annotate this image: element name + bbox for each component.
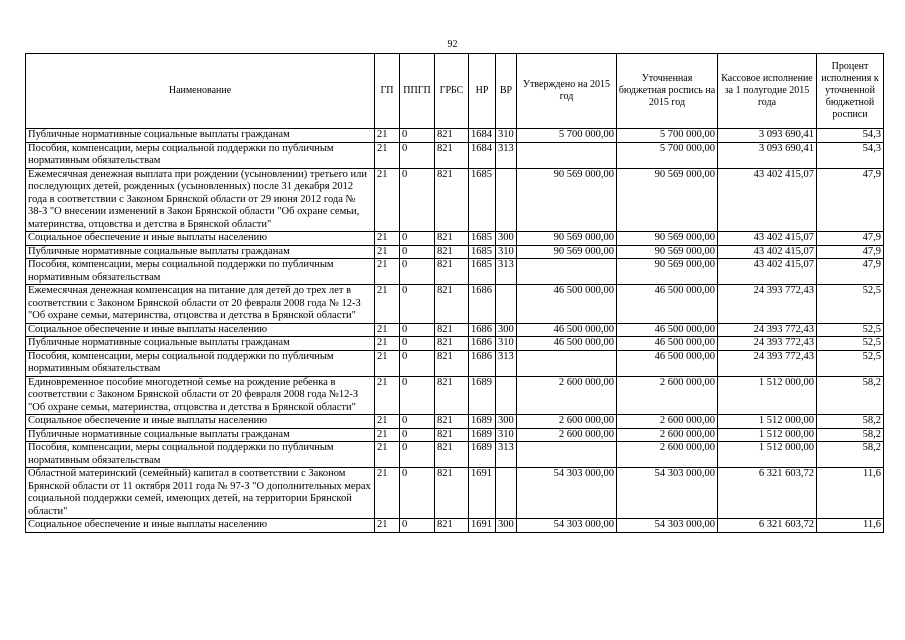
- row-vr: 313: [496, 350, 517, 376]
- header-approved: Утверждено на 2015 год: [517, 54, 617, 129]
- row-nr: 1685: [469, 245, 496, 259]
- row-grbs: 821: [435, 350, 469, 376]
- row-executed: 24 393 772,43: [718, 350, 817, 376]
- row-nr: 1684: [469, 142, 496, 168]
- row-ppgp: 0: [400, 376, 435, 415]
- row-vr: [496, 168, 517, 232]
- row-revised: 46 500 000,00: [617, 337, 718, 351]
- row-percent: 52,5: [817, 285, 884, 324]
- row-ppgp: 0: [400, 259, 435, 285]
- row-approved: 54 303 000,00: [517, 468, 617, 519]
- table-row: [26, 142, 884, 168]
- row-approved: 46 500 000,00: [517, 285, 617, 324]
- header-gp: ГП: [375, 54, 400, 129]
- row-gp: 21: [375, 337, 400, 351]
- row-ppgp: 0: [400, 232, 435, 246]
- row-approved: 90 569 000,00: [517, 245, 617, 259]
- row-revised: 90 569 000,00: [617, 168, 718, 232]
- row-grbs: 821: [435, 142, 469, 168]
- row-gp: 21: [375, 259, 400, 285]
- row-ppgp: 0: [400, 442, 435, 468]
- row-executed: 3 093 690,41: [718, 129, 817, 143]
- row-percent: 52,5: [817, 350, 884, 376]
- row-gp: 21: [375, 415, 400, 429]
- row-executed: 43 402 415,07: [718, 168, 817, 232]
- row-nr: 1685: [469, 259, 496, 285]
- row-nr: 1685: [469, 168, 496, 232]
- row-ppgp: 0: [400, 415, 435, 429]
- row-name: Единовременное пособие многодетной семье на рождение ребенка в соответствии с Законом Брянской области от 20 февраля 2008 года №12-З "Об охране семьи, материнства, отцовства и детства в Брянской области": [26, 376, 375, 415]
- row-revised: 2 600 000,00: [617, 376, 718, 415]
- row-vr: 313: [496, 142, 517, 168]
- row-executed: 43 402 415,07: [718, 232, 817, 246]
- row-ppgp: 0: [400, 350, 435, 376]
- header-ppgp: ППГП: [400, 54, 435, 129]
- table-row: [26, 129, 884, 143]
- row-nr: 1685: [469, 232, 496, 246]
- row-nr: 1686: [469, 337, 496, 351]
- header-name: Наименование: [26, 54, 375, 129]
- row-executed: 3 093 690,41: [718, 142, 817, 168]
- row-grbs: 821: [435, 337, 469, 351]
- row-revised: 2 600 000,00: [617, 428, 718, 442]
- row-ppgp: 0: [400, 428, 435, 442]
- row-vr: 310: [496, 245, 517, 259]
- header-percent: Процент исполнения к уточненной бюджетной росписи: [817, 54, 884, 129]
- row-percent: 11,6: [817, 468, 884, 519]
- row-percent: 47,9: [817, 232, 884, 246]
- header-grbs: ГРБС: [435, 54, 469, 129]
- row-vr: [496, 285, 517, 324]
- row-percent: 58,2: [817, 442, 884, 468]
- row-grbs: 821: [435, 323, 469, 337]
- row-name: Социальное обеспечение и иные выплаты населению: [26, 519, 375, 533]
- row-grbs: 821: [435, 442, 469, 468]
- row-grbs: 821: [435, 168, 469, 232]
- row-approved: [517, 259, 617, 285]
- row-executed: 1 512 000,00: [718, 415, 817, 429]
- row-nr: 1684: [469, 129, 496, 143]
- table-row: [26, 285, 884, 324]
- table-row: [26, 468, 884, 519]
- row-approved: 2 600 000,00: [517, 376, 617, 415]
- row-name: Публичные нормативные социальные выплаты гражданам: [26, 337, 375, 351]
- table-row: [26, 323, 884, 337]
- row-name: Пособия, компенсации, меры социальной поддержки по публичным нормативным обязательствам: [26, 259, 375, 285]
- row-ppgp: 0: [400, 519, 435, 533]
- row-gp: 21: [375, 245, 400, 259]
- row-ppgp: 0: [400, 245, 435, 259]
- row-gp: 21: [375, 323, 400, 337]
- row-name: Социальное обеспечение и иные выплаты населению: [26, 232, 375, 246]
- row-vr: [496, 376, 517, 415]
- page-number: 92: [447, 39, 458, 50]
- row-percent: 58,2: [817, 376, 884, 415]
- row-vr: 313: [496, 259, 517, 285]
- table-row: [26, 376, 884, 415]
- row-revised: 2 600 000,00: [617, 442, 718, 468]
- row-executed: 6 321 603,72: [718, 468, 817, 519]
- row-name: Публичные нормативные социальные выплаты гражданам: [26, 129, 375, 143]
- table-row: [26, 259, 884, 285]
- row-approved: 90 569 000,00: [517, 168, 617, 232]
- row-gp: 21: [375, 129, 400, 143]
- row-executed: 24 393 772,43: [718, 323, 817, 337]
- row-nr: 1691: [469, 468, 496, 519]
- row-gp: 21: [375, 232, 400, 246]
- row-vr: 300: [496, 323, 517, 337]
- row-name: Пособия, компенсации, меры социальной поддержки по публичным нормативным обязательствам: [26, 142, 375, 168]
- row-percent: 52,5: [817, 323, 884, 337]
- row-approved: 54 303 000,00: [517, 519, 617, 533]
- row-revised: 5 700 000,00: [617, 129, 718, 143]
- row-nr: 1686: [469, 350, 496, 376]
- row-percent: 52,5: [817, 337, 884, 351]
- table-row: [26, 337, 884, 351]
- row-nr: 1686: [469, 323, 496, 337]
- row-revised: 90 569 000,00: [617, 259, 718, 285]
- row-ppgp: 0: [400, 285, 435, 324]
- row-grbs: 821: [435, 232, 469, 246]
- row-approved: [517, 350, 617, 376]
- row-nr: 1691: [469, 519, 496, 533]
- header-revised: Уточненная бюджетная роспись на 2015 год: [617, 54, 718, 129]
- row-percent: 47,9: [817, 245, 884, 259]
- row-approved: 5 700 000,00: [517, 129, 617, 143]
- row-revised: 46 500 000,00: [617, 350, 718, 376]
- row-ppgp: 0: [400, 129, 435, 143]
- row-executed: 43 402 415,07: [718, 245, 817, 259]
- row-vr: 310: [496, 428, 517, 442]
- row-executed: 24 393 772,43: [718, 337, 817, 351]
- row-gp: 21: [375, 468, 400, 519]
- row-grbs: 821: [435, 285, 469, 324]
- row-executed: 1 512 000,00: [718, 442, 817, 468]
- row-gp: 21: [375, 350, 400, 376]
- row-name: Пособия, компенсации, меры социальной поддержки по публичным нормативным обязательствам: [26, 350, 375, 376]
- row-percent: 54,3: [817, 129, 884, 143]
- row-vr: 300: [496, 519, 517, 533]
- row-executed: 43 402 415,07: [718, 259, 817, 285]
- row-revised: 5 700 000,00: [617, 142, 718, 168]
- row-executed: 6 321 603,72: [718, 519, 817, 533]
- row-vr: 310: [496, 337, 517, 351]
- row-approved: 90 569 000,00: [517, 232, 617, 246]
- row-gp: 21: [375, 285, 400, 324]
- table-row: [26, 350, 884, 376]
- header-executed: Кассовое исполнение за 1 полугодие 2015 года: [718, 54, 817, 129]
- header-vr: ВР: [496, 54, 517, 129]
- row-nr: 1689: [469, 415, 496, 429]
- row-revised: 90 569 000,00: [617, 245, 718, 259]
- row-grbs: 821: [435, 415, 469, 429]
- row-vr: 300: [496, 415, 517, 429]
- row-name: Социальное обеспечение и иные выплаты населению: [26, 415, 375, 429]
- row-gp: 21: [375, 142, 400, 168]
- row-percent: 47,9: [817, 168, 884, 232]
- row-gp: 21: [375, 376, 400, 415]
- row-revised: 2 600 000,00: [617, 415, 718, 429]
- row-ppgp: 0: [400, 337, 435, 351]
- row-revised: 54 303 000,00: [617, 468, 718, 519]
- table-row: [26, 232, 884, 246]
- table-row: [26, 415, 884, 429]
- row-approved: 2 600 000,00: [517, 428, 617, 442]
- row-name: Областной материнский (семейный) капитал в соответствии с Законом Брянской области от 11 октября 2011 года № 97-З "О дополнительных мерах социальной поддержки семей, имеющих детей, на территории Брянской области": [26, 468, 375, 519]
- row-gp: 21: [375, 168, 400, 232]
- row-approved: [517, 142, 617, 168]
- row-executed: 1 512 000,00: [718, 428, 817, 442]
- row-approved: [517, 442, 617, 468]
- row-grbs: 821: [435, 468, 469, 519]
- table-row: [26, 442, 884, 468]
- row-ppgp: 0: [400, 323, 435, 337]
- table-row: [26, 168, 884, 232]
- row-grbs: 821: [435, 245, 469, 259]
- row-approved: 2 600 000,00: [517, 415, 617, 429]
- row-name: Ежемесячная денежная компенсация на питание для детей до трех лет в соответствии с Законом Брянской области от 20 февраля 2008 года № 12-З "Об охране семьи, материнства, отцовства и детства в Брянской области": [26, 285, 375, 324]
- row-revised: 90 569 000,00: [617, 232, 718, 246]
- row-revised: 46 500 000,00: [617, 285, 718, 324]
- row-gp: 21: [375, 442, 400, 468]
- row-percent: 11,6: [817, 519, 884, 533]
- row-gp: 21: [375, 519, 400, 533]
- budget-table: [25, 53, 884, 533]
- row-nr: 1686: [469, 285, 496, 324]
- row-percent: 54,3: [817, 142, 884, 168]
- row-ppgp: 0: [400, 168, 435, 232]
- row-nr: 1689: [469, 376, 496, 415]
- row-nr: 1689: [469, 442, 496, 468]
- table-row: [26, 519, 884, 533]
- row-percent: 58,2: [817, 415, 884, 429]
- row-ppgp: 0: [400, 142, 435, 168]
- row-name: Социальное обеспечение и иные выплаты населению: [26, 323, 375, 337]
- row-gp: 21: [375, 428, 400, 442]
- table-row: [26, 245, 884, 259]
- row-approved: 46 500 000,00: [517, 323, 617, 337]
- row-name: Пособия, компенсации, меры социальной поддержки по публичным нормативным обязательствам: [26, 442, 375, 468]
- row-revised: 54 303 000,00: [617, 519, 718, 533]
- table-row: [26, 428, 884, 442]
- row-percent: 58,2: [817, 428, 884, 442]
- row-vr: 310: [496, 129, 517, 143]
- row-name: Ежемесячная денежная выплата при рождении (усыновлении) третьего или последующих детей, рожденных (усыновленных) после 31 декабря 2012 года в соответствии с Законом Брянской области от 29 июня 2012 года № 38-З "О внесении изменений в Закон Брянской области "Об охране семьи, материнства, отцовства и детства в Брянской области": [26, 168, 375, 232]
- row-ppgp: 0: [400, 468, 435, 519]
- row-name: Публичные нормативные социальные выплаты гражданам: [26, 245, 375, 259]
- row-executed: 1 512 000,00: [718, 376, 817, 415]
- row-nr: 1689: [469, 428, 496, 442]
- table-body: [26, 129, 884, 533]
- row-approved: 46 500 000,00: [517, 337, 617, 351]
- row-vr: 300: [496, 232, 517, 246]
- row-grbs: 821: [435, 519, 469, 533]
- row-percent: 47,9: [817, 259, 884, 285]
- table-header-row: [26, 54, 884, 129]
- row-grbs: 821: [435, 376, 469, 415]
- row-grbs: 821: [435, 129, 469, 143]
- row-name: Публичные нормативные социальные выплаты гражданам: [26, 428, 375, 442]
- row-vr: [496, 468, 517, 519]
- row-grbs: 821: [435, 428, 469, 442]
- row-executed: 24 393 772,43: [718, 285, 817, 324]
- row-grbs: 821: [435, 259, 469, 285]
- row-vr: 313: [496, 442, 517, 468]
- row-revised: 46 500 000,00: [617, 323, 718, 337]
- header-nr: НР: [469, 54, 496, 129]
